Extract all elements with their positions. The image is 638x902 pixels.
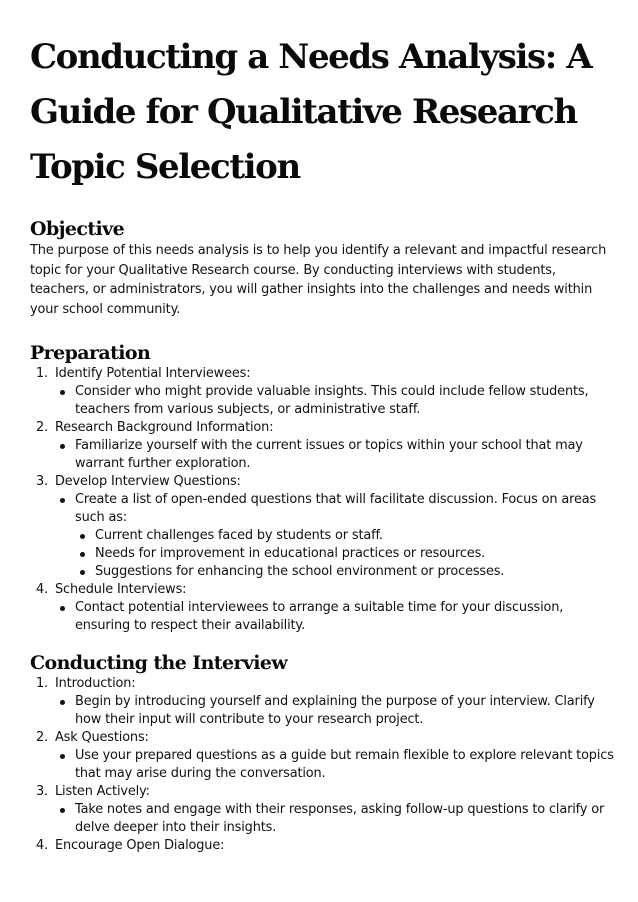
step-bullet: Familiarize yourself with the current issues or topics within your school that may warrant further exploration. [55,437,615,473]
step-label: Listen Actively [55,784,146,800]
step-bullet: Contact potential interviewees to arrange a suitable time for your discussion, ensuring to respect their availability. [55,599,615,635]
step-label: Ask Questions [55,730,145,746]
step-subbullet: Needs for improvement in educational practices or resources. [75,545,615,563]
step-label: Develop Interview Questions [55,474,237,490]
step-subbullet: Suggestions for enhancing the school environment or processes. [75,563,615,581]
preparation-step: 1. Identify Potential Interviewees: Consider who might provide valuable insights. This could include fellow students, teachers from various subjects, or administrative staff. [30,365,615,419]
step-subbullet: Current challenges faced by students or staff. [75,527,615,545]
document-page [30,30,615,855]
interview-heading: Conducting the Interview [30,652,288,675]
step-bullet-text: Create a list of open-ended questions that will facilitate discussion. Focus on areas such as: [75,492,597,526]
preparation-steps [30,365,615,635]
step-bullet: Begin by introducing yourself and explaining the purpose of your interview. Clarify how their input will contribute to your research project. [55,693,615,729]
step-label: Identify Potential Interviewees [55,366,247,382]
interview-steps [30,675,615,855]
step-bullet: Use your prepared questions as a guide but remain flexible to explore relevant topics that may arise during the conversation. [55,747,615,783]
interview-step: 2. Ask Questions: Use your prepared questions as a guide but remain flexible to explore relevant topics that may arise during the conversation. [30,729,615,783]
step-label: Introduction [55,676,132,692]
step-label: Schedule Interviews [55,582,183,598]
step-bullet [55,491,615,581]
objective-paragraph: The purpose of this needs analysis is to help you identify a relevant and impactful research topic for your Qualitative Research course. By conducting interviews with students, teachers, or administrators, you will gather insights into the challenges and needs within your school community. [30,243,607,317]
interview-step: 3. Listen Actively: Take notes and engage with their responses, asking follow-up questions to clarify or delve deeper into their insights. [30,783,615,837]
preparation-step: 4. Schedule Interviews: Contact potential interviewees to arrange a suitable time for your discussion, ensuring to respect their availability. [30,581,615,635]
step-bullet: Consider who might provide valuable insights. This could include fellow students, teachers from various subjects, or administrative staff. [55,383,615,419]
interview-step: 4. Encourage Open Dialogue: [30,837,615,855]
preparation-step: 2. Research Background Information: Familiarize yourself with the current issues or topics within your school that may warrant further exploration. [30,419,615,473]
page-title: Conducting a Needs Analysis: A Guide for Qualitative Research Topic Selection [30,37,592,187]
step-bullet: Take notes and engage with their responses, asking follow-up questions to clarify or delve deeper into their insights. [55,801,615,837]
interview-step: 1. Introduction: Begin by introducing yourself and explaining the purpose of your interview. Clarify how their input will contribute to your research project. [30,675,615,729]
step-label: Research Background Information [55,420,270,436]
step-label: Encourage Open Dialogue [55,838,221,854]
preparation-step: 3. Develop Interview Questions: Create a list of open-ended questions that will facilitate discussion. Focus on areas such as: Current challenges faced by students or staff. Needs for improvement in educational practices or resources. Suggestions for enhancing the school environment or processes. [30,473,615,581]
preparation-heading: Preparation [30,342,151,365]
objective-heading: Objective [30,218,125,240]
